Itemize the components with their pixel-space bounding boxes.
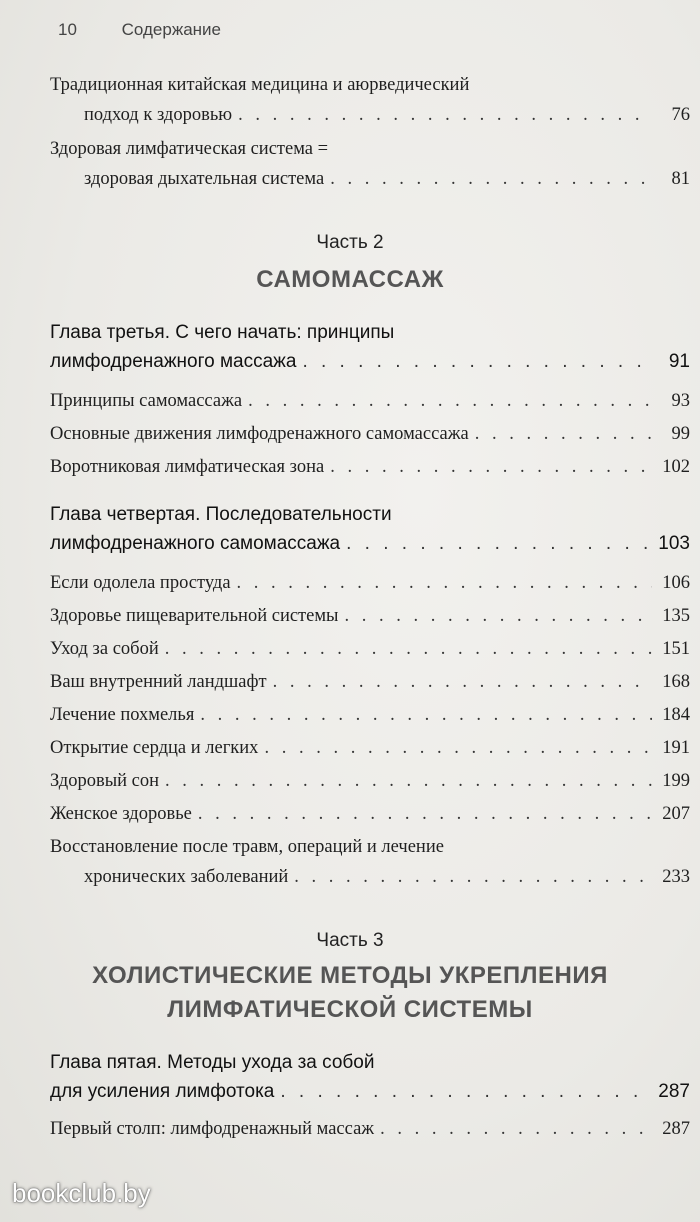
leader-dots — [198, 803, 652, 825]
section-title: Содержание — [121, 20, 222, 39]
leader-dots — [302, 347, 652, 376]
leader-dots — [238, 104, 652, 126]
entry-title-line2: хронических заболеваний — [84, 867, 289, 887]
entry-title: Уход за собой — [50, 639, 159, 659]
entry-title: Первый столп: лимфодренажный массаж — [50, 1119, 375, 1139]
chapter-title-line2: лимфодренажного самомассажа — [50, 533, 341, 554]
toc-entry — [50, 1118, 690, 1140]
entry-page: 106 — [662, 573, 690, 593]
leader-dots — [330, 456, 652, 478]
entry-title: Если одолела простуда — [50, 573, 231, 593]
leader-dots — [475, 423, 652, 445]
toc-entry — [50, 770, 690, 792]
part-title: САМОМАССАЖ — [256, 266, 444, 293]
leader-dots — [346, 529, 652, 558]
chapter-entry — [50, 318, 690, 376]
chapter-page: 91 — [668, 351, 690, 372]
chapter-page: 287 — [658, 1081, 690, 1102]
toc-entry — [50, 138, 690, 190]
entry-page: 233 — [662, 867, 690, 887]
entry-page: 199 — [662, 771, 690, 791]
chapter-title-line1: Глава пятая. Методы ухода за собой — [50, 1052, 375, 1073]
toc-entry — [50, 605, 690, 627]
chapter-entry — [50, 1048, 690, 1106]
part-label: Часть 2 — [316, 232, 384, 253]
toc-entry — [50, 803, 690, 825]
chapter-title-line1: Глава четвертая. Последовательности — [50, 504, 392, 525]
leader-dots — [280, 1077, 652, 1106]
leader-dots — [165, 770, 652, 792]
leader-dots — [237, 572, 652, 594]
watermark: bookclub.by — [12, 1178, 151, 1208]
entry-page: 81 — [671, 169, 690, 189]
entry-title-line2: здоровая дыхательная система — [84, 169, 325, 189]
toc-entry — [50, 423, 690, 445]
entry-title: Воротниковая лимфатическая зона — [50, 457, 325, 477]
leader-dots — [344, 605, 652, 627]
entry-page: 168 — [662, 672, 690, 692]
chapter-title-line1: Глава третья. С чего начать: принципы — [50, 322, 395, 343]
entry-page: 287 — [662, 1119, 690, 1139]
leader-dots — [264, 737, 652, 759]
part-title-line1: ХОЛИСТИЧЕСКИЕ МЕТОДЫ УКРЕПЛЕНИЯ — [92, 962, 608, 989]
entry-title: Открытие сердца и легких — [50, 738, 259, 758]
toc-entry — [50, 836, 690, 888]
entry-page: 191 — [662, 738, 690, 758]
entry-title: Ваш внутренний ландшафт — [50, 672, 267, 692]
entry-page: 76 — [671, 105, 690, 125]
toc-entry — [50, 704, 690, 726]
toc-entry — [50, 456, 690, 478]
entry-title: Принципы самомассажа — [50, 391, 243, 411]
entry-title-line2: подход к здоровью — [84, 105, 233, 125]
entry-title-line1: Здоровая лимфатическая система = — [50, 139, 329, 159]
page-number: 10 — [58, 20, 77, 39]
leader-dots — [380, 1118, 652, 1140]
chapter-page: 103 — [658, 533, 690, 554]
chapter-title-line2: лимфодренажного массажа — [50, 351, 297, 372]
leader-dots — [200, 704, 652, 726]
entry-title-line1: Восстановление после травм, операций и лечение — [50, 837, 444, 857]
entry-page: 184 — [662, 705, 690, 725]
entry-title: Женское здоровье — [50, 804, 192, 824]
toc-entry — [50, 737, 690, 759]
part-title-line2: ЛИМФАТИЧЕСКОЙ СИСТЕМЫ — [167, 996, 533, 1023]
entry-page: 102 — [662, 457, 690, 477]
leader-dots — [248, 390, 652, 412]
entry-title: Здоровый сон — [50, 771, 160, 791]
toc-entry — [50, 572, 690, 594]
entry-page: 151 — [662, 639, 690, 659]
entry-title-line1: Традиционная китайская медицина и аюрведический — [50, 75, 470, 95]
entry-page: 207 — [662, 804, 690, 824]
chapter-entry — [50, 500, 690, 558]
entry-page: 99 — [671, 424, 690, 444]
entry-page: 135 — [662, 606, 690, 626]
toc-entry — [50, 671, 690, 693]
leader-dots — [165, 638, 652, 660]
part-label: Часть 3 — [316, 930, 384, 951]
leader-dots — [294, 866, 652, 888]
running-head — [58, 20, 221, 40]
entry-title: Здоровье пищеварительной системы — [50, 606, 339, 626]
entry-title: Основные движения лимфодренажного самомассажа — [50, 424, 469, 444]
toc-entry — [50, 74, 690, 126]
entry-page: 93 — [671, 391, 690, 411]
leader-dots — [330, 168, 652, 190]
entry-title: Лечение похмелья — [50, 705, 195, 725]
leader-dots — [273, 671, 652, 693]
toc-entry — [50, 638, 690, 660]
chapter-title-line2: для усиления лимфотока — [50, 1081, 275, 1102]
toc-entry — [50, 390, 690, 412]
